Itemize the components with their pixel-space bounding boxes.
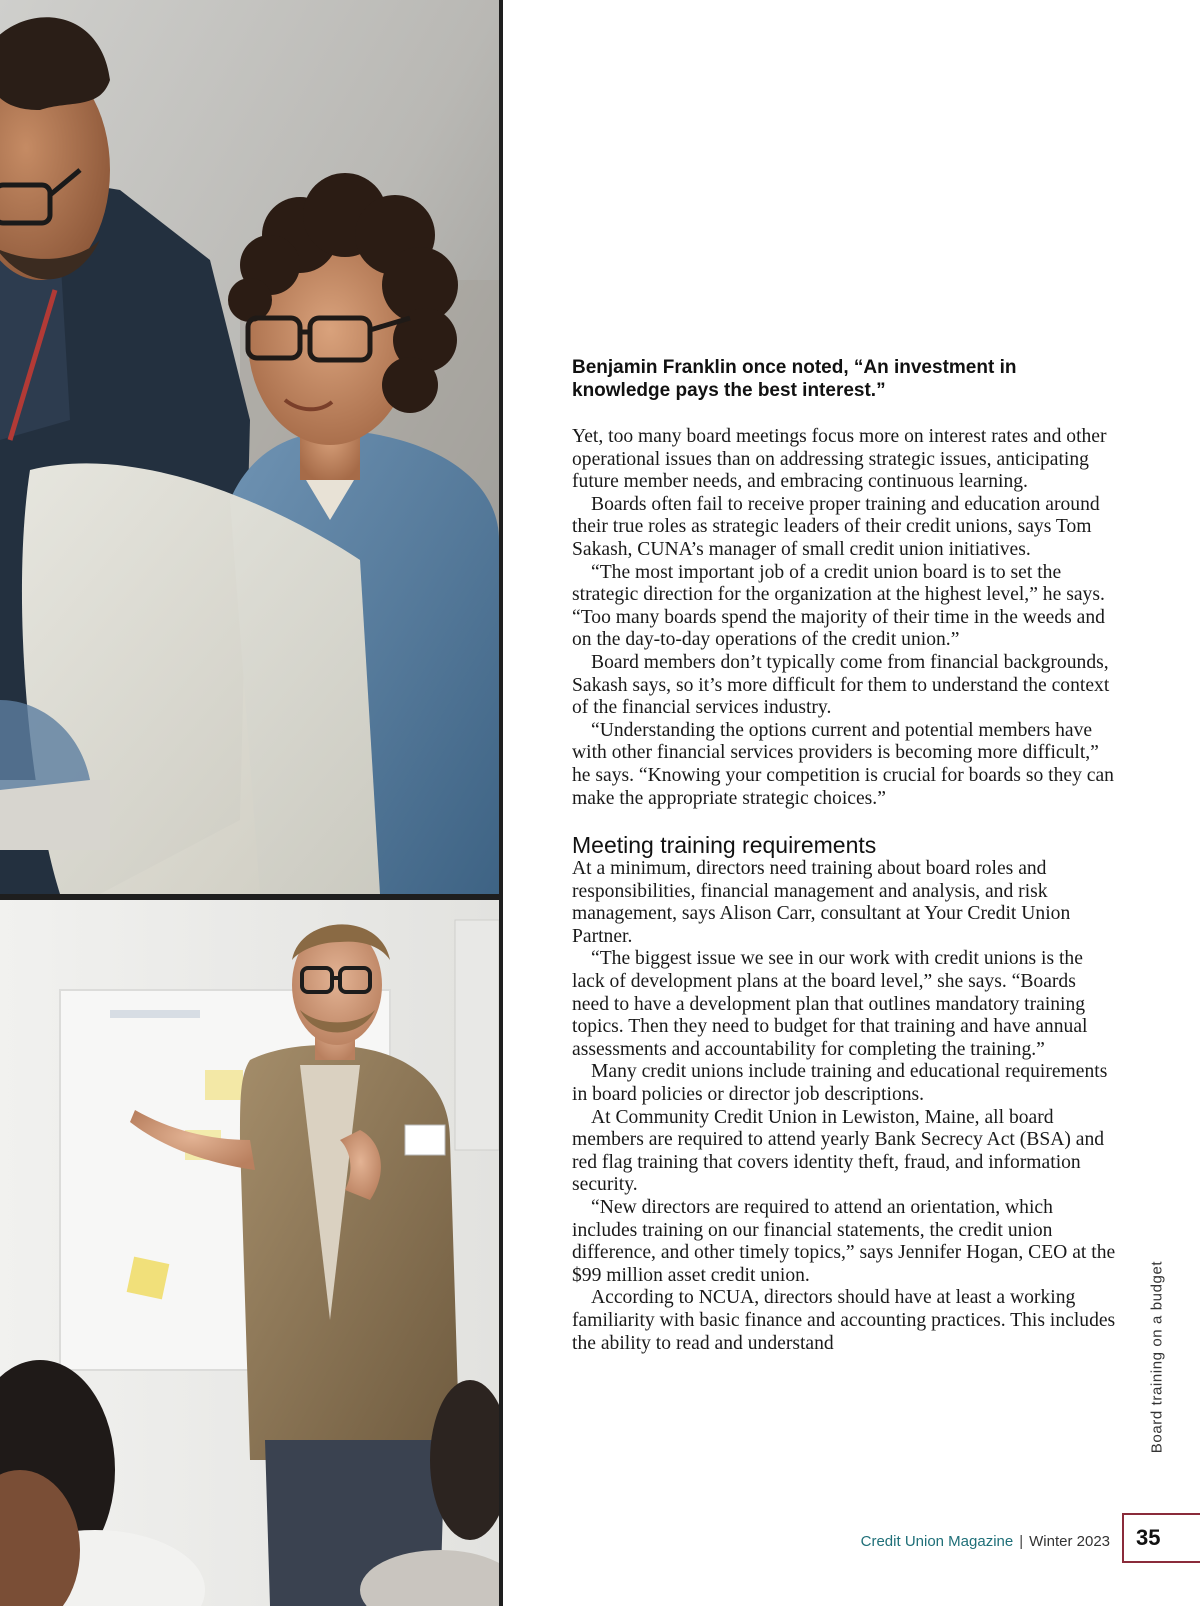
paragraph: “The most important job of a credit union board is to set the strategic direction for the organization at the highest level,” he says. “Too many boards spend the majority of their time in the weeds and on the day-to-day operations of the credit union.”: [572, 561, 1105, 651]
page-footer: [780, 1532, 1110, 1552]
side-section-label-text: Board training on a budget: [1148, 1260, 1166, 1454]
paragraph: “The biggest issue we see in our work with credit unions is the lack of development plans at the board level,” she says. “Boards need to have a development plan that outlines mandatory training topics. Then they need to budget for that training and have annual assessments and accountability for completing the training.”: [572, 948, 1088, 1060]
page-number: 35: [1122, 1513, 1200, 1563]
photo-column: [0, 0, 503, 1606]
footer-separator: |: [1019, 1533, 1024, 1550]
paragraph: Boards often fail to receive proper training and education around their true roles as strategic leaders of their credit unions, says Tom Sakash, CUNA’s manager of small credit union initiatives.: [572, 493, 1100, 560]
paragraph: “Understanding the options current and potential members have with other financial services providers is becoming more difficult,” he says. “Knowing your competition is crucial for boards so they can make the appropriate strategic choices.”: [572, 719, 1114, 809]
photo-presenter-speaking: [0, 900, 499, 1606]
photo-men-at-computer: [0, 0, 499, 894]
paragraph: “New directors are required to attend an orientation, which includes training on our financial statements, the credit union difference, and other timely topics,” says Jennifer Hogan, CEO at the $99 million asset credit union.: [572, 1197, 1116, 1286]
paragraph: At Community Credit Union in Lewiston, Maine, all board members are required to attend yearly Bank Secrecy Act (BSA) and red flag training that covers identity theft, fraud, and information security.: [572, 1106, 1105, 1196]
paragraph: Many credit unions include training and educational requirements in board policies or director job descriptions.: [572, 1061, 1108, 1106]
paragraph: Yet, too many board meetings focus more on interest rates and other operational issues than on addressing strategic issues, anticipating future member needs, and embracing continuous learning.: [572, 426, 1107, 493]
issue-date: Winter 2023: [1029, 1533, 1110, 1550]
side-section-label: [1142, 1254, 1172, 1460]
article-body: [572, 356, 1117, 1355]
magazine-name: Credit Union Magazine: [860, 1533, 1014, 1550]
lead-quote: Benjamin Franklin once noted, “An investment in knowledge pays the best interest.”: [572, 357, 1017, 401]
section-heading: Meeting training requirements: [572, 832, 877, 859]
paragraph: At a minimum, directors need training about board roles and responsibilities, financial management and analysis, and risk management, says Alison Carr, consultant at Your Credit Union Partner.: [572, 858, 1071, 947]
paragraph: Board members don’t typically come from financial backgrounds, Sakash says, so it’s more difficult for them to understand the context of the financial services industry.: [572, 651, 1110, 719]
paragraph: According to NCUA, directors should have at least a working familiarity with basic finance and accounting practices. This includes the ability to read and understand: [572, 1287, 1116, 1354]
